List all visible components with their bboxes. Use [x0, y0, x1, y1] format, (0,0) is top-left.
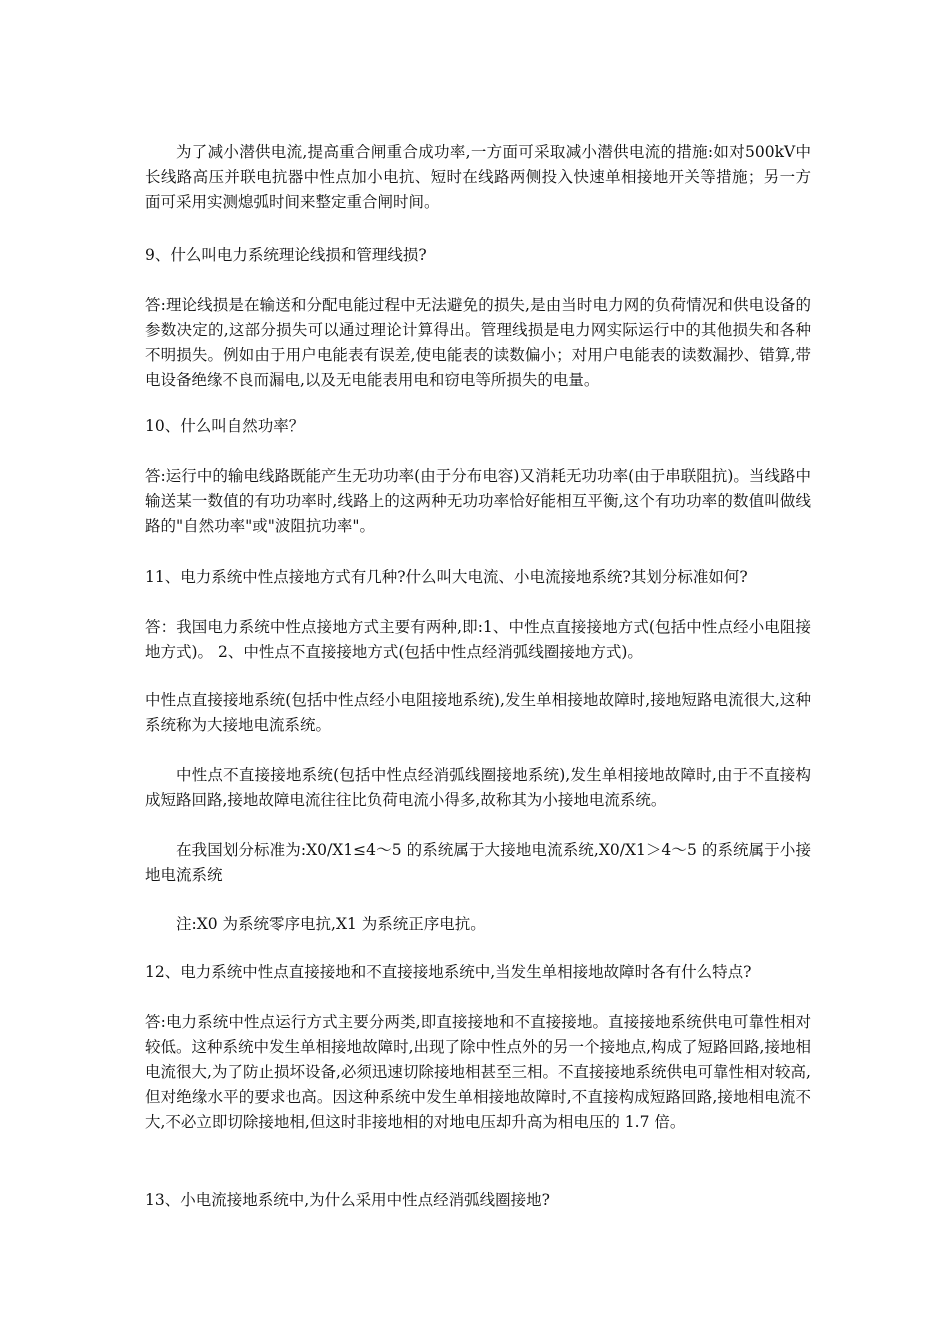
- answer-12: 答:电力系统中性点运行方式主要分两类,即直接接地和不直接接地。直接接地系统供电可靠性相对较低。这种系统中发生单相接地故障时,出现了除中性点外的另一个接地点,构成了短路回路,接地相电流很大,为了防止损坏设备,必须迅速切除接地相甚至三相。不直接接地系统供电可靠性相对较高,但对绝缘水平的要求也高。因这种系统中发生单相接地故障时,不直接构成短路回路,接地相电流不大,不必立即切除接地相,但这时非接地相的对地电压却升高为相电压的 1.7 倍。: [145, 1013, 811, 1131]
- question-10: 10、什么叫自然功率？: [145, 417, 305, 435]
- question-13: 13、小电流接地系统中,为什么采用中性点经消弧线圈接地?: [145, 1191, 550, 1209]
- question-11: 11、电力系统中性点接地方式有几种?什么叫大电流、小电流接地系统?其划分标准如何?: [145, 568, 748, 586]
- paragraph-arc-suppression: 为了减小潜供电流,提高重合闸重合成功率,一方面可采取减小潜供电流的措施:如对500kV中长线路高压并联电抗器中性点加小电抗、短时在线路两侧投入快速单相接地开关等措施；另一方面可采用实测熄弧时间来整定重合闸时间。: [145, 143, 811, 211]
- paragraph-small-current-system: 中性点不直接接地系统(包括中性点经消弧线圈接地系统),发生单相接地故障时,由于不直接构成短路回路,接地故障电流往往比负荷电流小得多,故称其为小接地电流系统。: [145, 766, 811, 809]
- answer-11: 答：我国电力系统中性点接地方式主要有两种,即:1、中性点直接接地方式(包括中性点经小电阻接地方式)。 2、中性点不直接接地方式(包括中性点经消弧线圈接地方式)。: [145, 618, 811, 661]
- paragraph-classification-standard: 在我国划分标准为:X0/X1≤4～5 的系统属于大接地电流系统,X0/X1＞4～5 的系统属于小接地电流系统: [145, 841, 811, 884]
- paragraph-large-current-system: 中性点直接接地系统(包括中性点经小电阻接地系统),发生单相接地故障时,接地短路电流很大,这种系统称为大接地电流系统。: [145, 691, 811, 734]
- paragraph-note: 注:X0 为系统零序电抗,X1 为系统正序电抗。: [176, 915, 486, 933]
- question-12: 12、电力系统中性点直接接地和不直接接地系统中,当发生单相接地故障时各有什么特点?: [145, 963, 752, 981]
- answer-10: 答:运行中的输电线路既能产生无功功率(由于分布电容)又消耗无功功率(由于串联阻抗)。当线路中输送某一数值的有功功率时,线路上的这两种无功功率恰好能相互平衡,这个有功功率的数值叫做线路的"自然功率"或"波阻抗功率"。: [145, 467, 811, 535]
- question-9: 9、什么叫电力系统理论线损和管理线损?: [145, 246, 427, 264]
- answer-9: 答:理论线损是在输送和分配电能过程中无法避免的损失,是由当时电力网的负荷情况和供电设备的参数决定的,这部分损失可以通过理论计算得出。管理线损是电力网实际运行中的其他损失和各种不明损失。例如由于用户电能表有误差,使电能表的读数偏小；对用户电能表的读数漏抄、错算,带电设备绝缘不良而漏电,以及无电能表用电和窃电等所损失的电量。: [145, 296, 811, 389]
